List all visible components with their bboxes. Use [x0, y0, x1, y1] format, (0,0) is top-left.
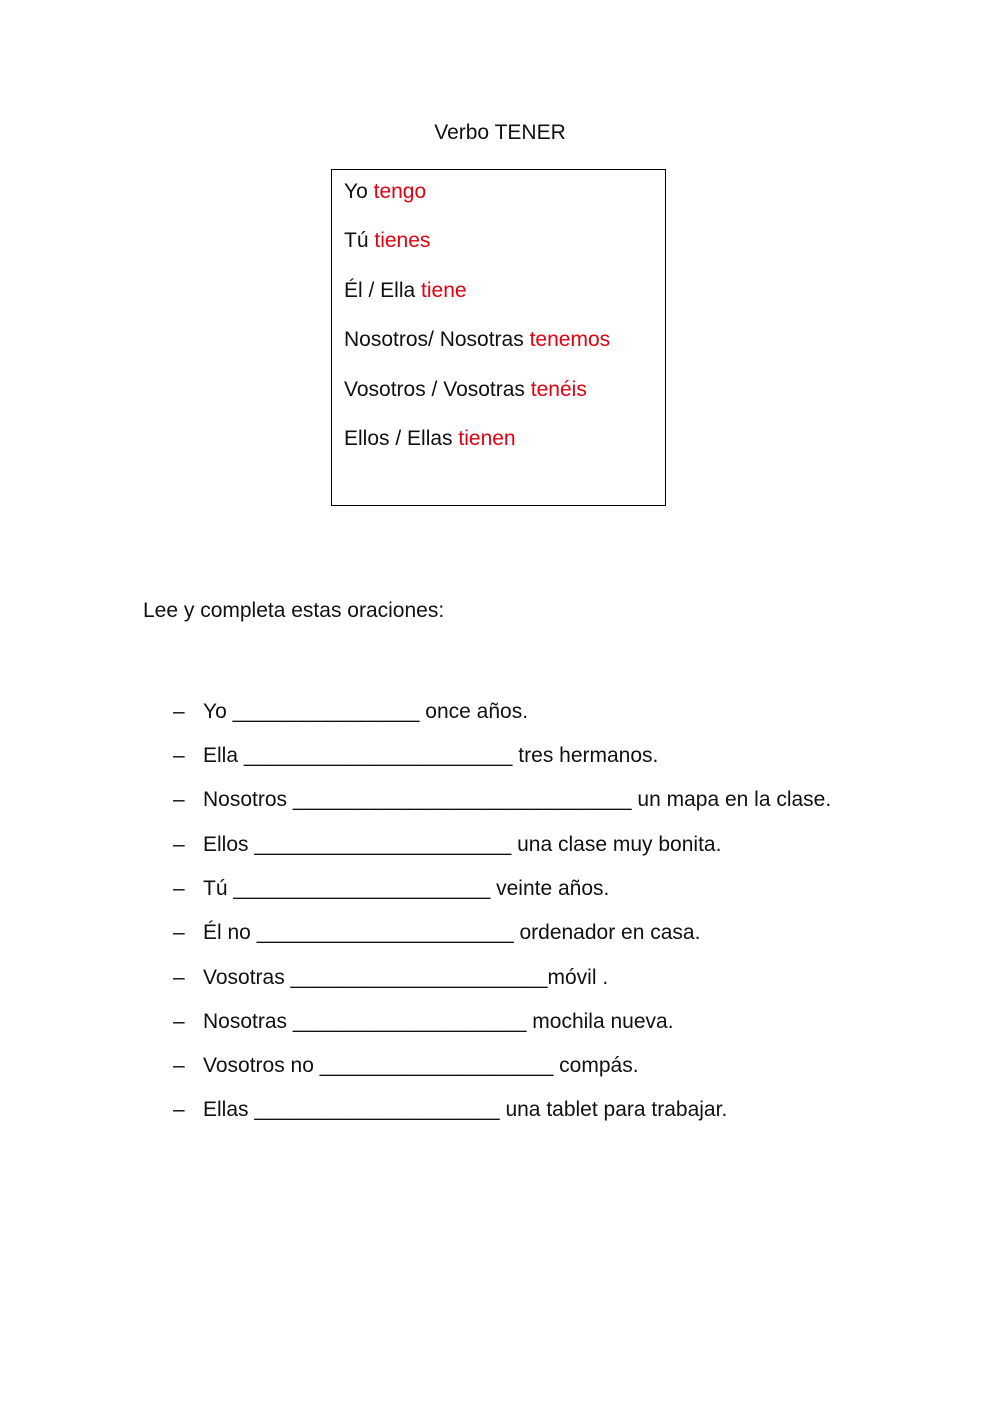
verb-form: tenemos: [529, 328, 611, 351]
exercise-sentence: Nosotras ____________________ mochila nueva.: [203, 1010, 674, 1033]
conjugation-row: [344, 179, 426, 205]
dash-bullet: –: [173, 921, 185, 944]
dash-bullet: –: [173, 744, 185, 767]
conjugation-box: [331, 169, 666, 506]
pronoun: Ellos / Ellas: [344, 427, 453, 450]
exercise-sentence: Ella _______________________ tres hermanos.: [203, 744, 659, 767]
pronoun: Él / Ella: [344, 279, 416, 302]
verb-form: tiene: [421, 279, 467, 302]
dash-bullet: –: [173, 788, 185, 811]
conjugation-row: [344, 228, 430, 254]
verb-form: tengo: [373, 180, 427, 203]
dash-bullet: –: [173, 1010, 185, 1033]
dash-bullet: –: [173, 1054, 185, 1077]
pronoun: Nosotros/ Nosotras: [344, 328, 524, 351]
exercise-sentence: Nosotros _____________________________ un mapa en la clase.: [203, 788, 832, 811]
conjugation-row: [344, 426, 516, 452]
dash-bullet: –: [173, 966, 185, 989]
verb-form: tienes: [374, 229, 431, 252]
verb-form: tenéis: [530, 378, 587, 401]
exercise-sentence: Ellas _____________________ una tablet para trabajar.: [203, 1098, 728, 1121]
exercise-sentence: Él no ______________________ ordenador en casa.: [203, 921, 701, 944]
instructions: Lee y completa estas oraciones:: [143, 599, 445, 622]
exercise-sentence: Yo ________________ once años.: [203, 700, 529, 723]
verb-form: tienen: [458, 427, 516, 450]
dash-bullet: –: [173, 877, 185, 900]
conjugation-row: [344, 377, 587, 403]
exercise-sentence: Vosotros no ____________________ compás.: [203, 1054, 639, 1077]
exercise-sentence: Ellos ______________________ una clase muy bonita.: [203, 833, 722, 856]
page-title: Verbo TENER: [434, 121, 566, 144]
dash-bullet: –: [173, 700, 185, 723]
exercise-sentence: Vosotras ______________________móvil .: [203, 966, 609, 989]
conjugation-row: [344, 327, 610, 353]
pronoun: Tú: [344, 229, 369, 252]
pronoun: Vosotros / Vosotras: [344, 378, 525, 401]
pronoun: Yo: [344, 180, 368, 203]
conjugation-row: [344, 278, 467, 304]
dash-bullet: –: [173, 833, 185, 856]
dash-bullet: –: [173, 1098, 185, 1121]
exercise-sentence: Tú ______________________ veinte años.: [203, 877, 610, 900]
